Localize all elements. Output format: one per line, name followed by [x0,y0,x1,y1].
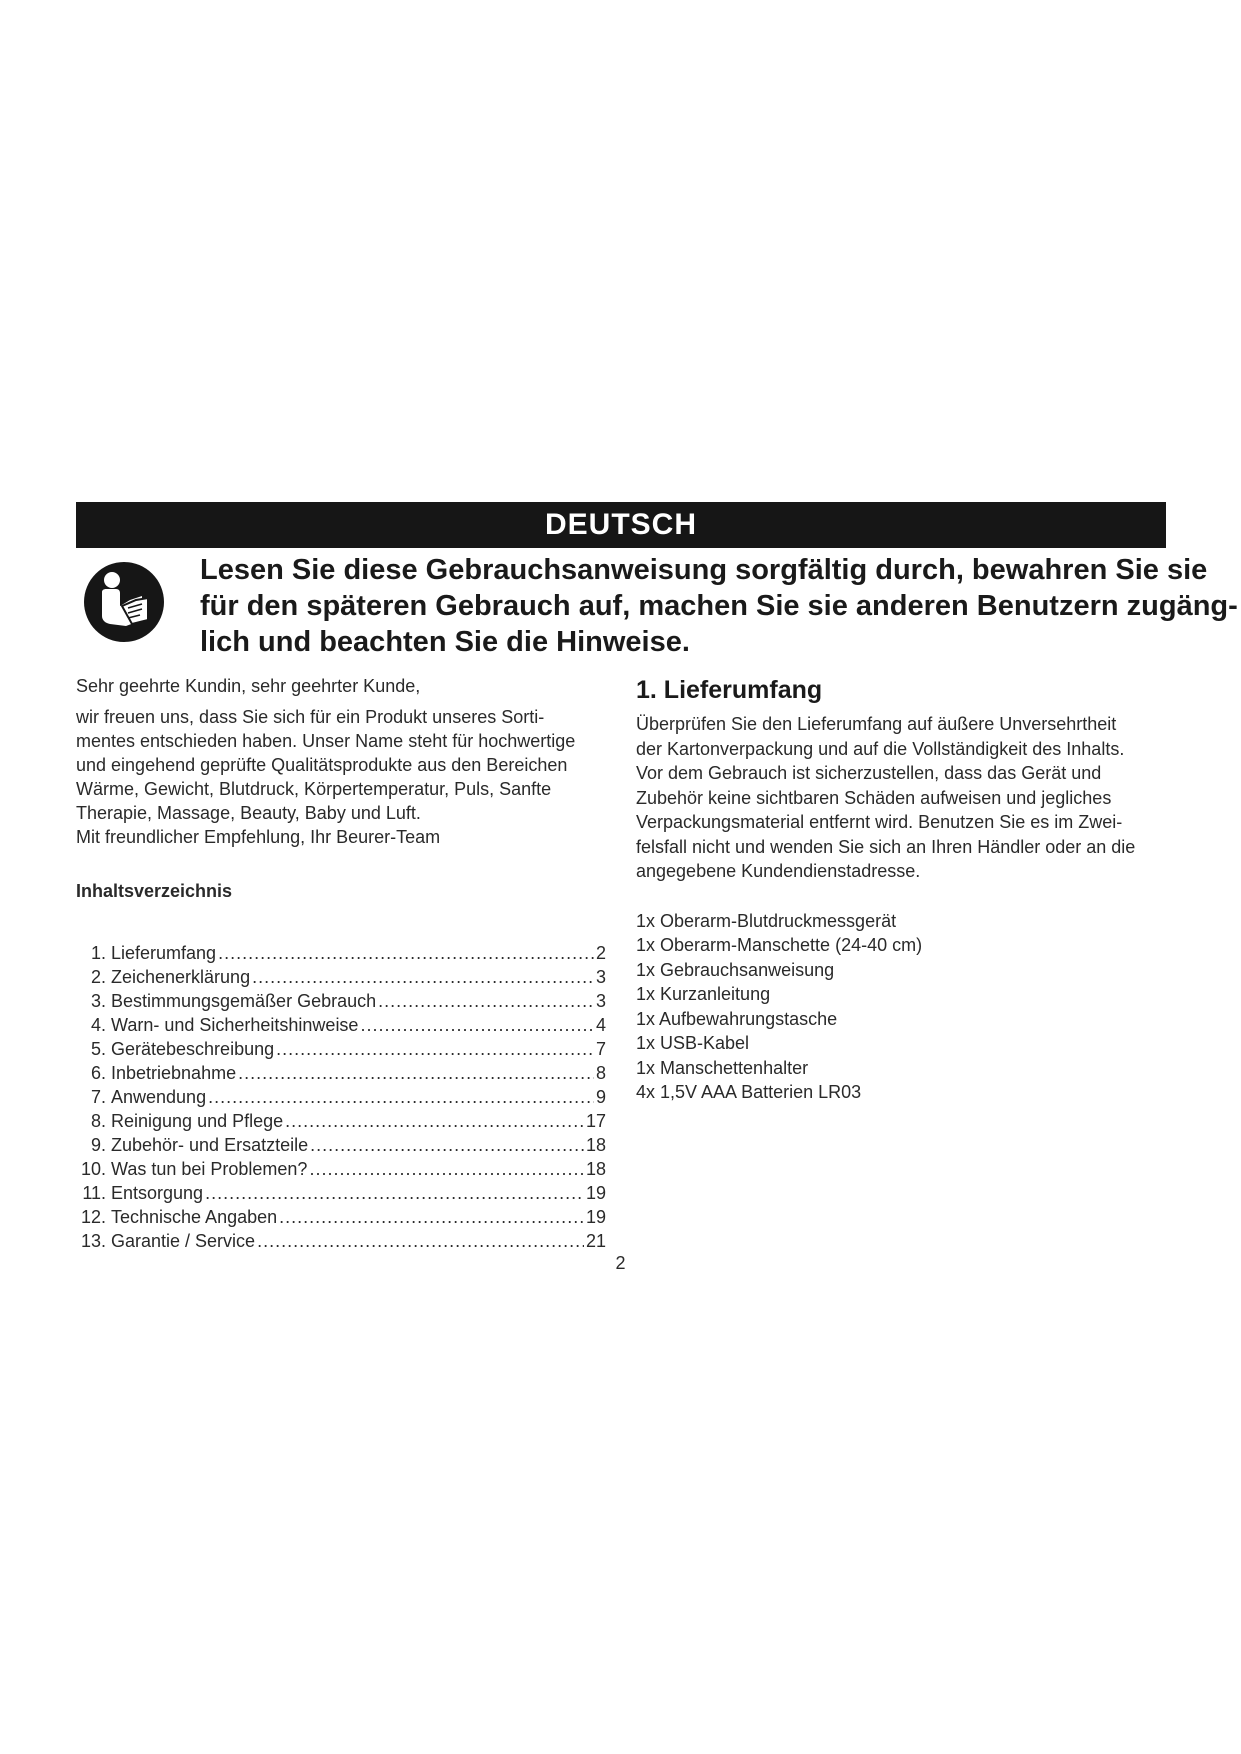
toc-leader [310,1133,584,1157]
toc-number: 7. [90,1087,106,1107]
toc-item[interactable] [76,1157,606,1181]
toc-leader [238,1061,594,1085]
toc-page: 18 [585,1159,606,1179]
toc-number: 10. [80,1159,106,1179]
toc-label: Gerätebeschreibung [111,1039,275,1059]
section-line: Überprüfen Sie den Lieferumfang auf äußere Unversehrtheit [636,714,1117,734]
toc-item[interactable] [76,965,606,989]
toc-label: Garantie / Service [111,1231,256,1251]
toc-item[interactable] [76,1181,606,1205]
toc-item[interactable] [76,1037,606,1061]
toc-number: 2. [90,967,106,987]
right-column [636,674,1176,1105]
page-number: 2 [615,1253,626,1273]
toc-label: Lieferumfang [111,943,217,963]
toc-number: 12. [80,1207,106,1227]
intro-line: mentes entschieden haben. Unser Name steht für hochwertige [76,731,576,751]
toc-page: 18 [585,1135,606,1155]
notice-line: lich und beachten Sie die Hinweise. [200,626,690,658]
intro-line: Mit freundlicher Empfehlung, Ihr Beurer-Team [76,827,441,847]
toc-page: 3 [595,967,606,987]
toc-item[interactable] [76,1229,606,1253]
section-line: Verpackungsmaterial entfernt wird. Benutzen Sie es im Zwei- [636,812,1123,832]
toc-leader [252,965,594,989]
banner-title: DEUTSCH [544,508,697,541]
intro-line: Therapie, Massage, Beauty, Baby und Luft. [76,803,421,823]
toc-number: 9. [90,1135,106,1155]
toc-page: 8 [595,1063,606,1083]
toc-leader [360,1013,594,1037]
toc-label: Anwendung [111,1087,207,1107]
notice-line: für den späteren Gebrauch auf, machen Sie sie anderen Benutzern zugäng- [200,590,1238,622]
list-item: 4x 1,5V AAA Batterien LR03 [636,1082,862,1102]
list-item: 1x Gebrauchsanweisung [636,959,835,980]
toc-number: 3. [90,991,106,1011]
section-line: felsfall nicht und wenden Sie sich an Ihren Händler oder an die [636,836,1136,857]
toc-number: 13. [80,1231,106,1251]
toc-page: 19 [585,1207,606,1227]
greeting: Sehr geehrte Kundin, sehr geehrter Kunde, [76,676,421,696]
contents-list [636,909,1176,1105]
section-line: der Kartonverpackung und auf die Vollständigkeit des Inhalts. [636,738,1125,759]
section-line: Zubehör keine sichtbaren Schäden aufweisen und jegliches [636,787,1112,808]
section-title: 1. Lieferumfang [636,676,823,704]
toc-item[interactable] [76,1109,606,1133]
toc-label: Bestimmungsgemäßer Gebrauch [111,991,377,1011]
list-item: 1x Oberarm-Manschette (24-40 cm) [636,935,923,955]
toc-label: Zeichenerklärung [111,967,251,987]
toc-number: 1. [90,943,106,963]
table-of-contents [76,941,606,1253]
toc-item[interactable] [76,1133,606,1157]
toc-label: Entsorgung [111,1183,204,1203]
toc-page: 19 [585,1183,606,1203]
list-item: 1x Aufbewahrungstasche [636,1008,838,1029]
toc-leader [285,1109,584,1133]
intro-line: wir freuen uns, dass Sie sich für ein Produkt unseres Sorti- [76,707,545,727]
toc-page: 17 [585,1111,606,1131]
toc-number: 11. [82,1183,106,1203]
toc-leader [276,1037,594,1061]
intro-line: Wärme, Gewicht, Blutdruck, Körpertemperatur, Puls, Sanfte [76,779,552,799]
toc-leader [205,1181,584,1205]
toc-page: 21 [585,1231,606,1251]
toc-leader [309,1157,584,1181]
toc-number: 4. [90,1015,106,1035]
toc-label: Inbetriebnahme [111,1063,237,1083]
toc-label: Zubehör- und Ersatzteile [111,1135,309,1155]
toc-leader [378,989,594,1013]
toc-item[interactable] [76,989,606,1013]
toc-page: 3 [595,991,606,1011]
toc-label: Warn- und Sicherheitshinweise [111,1015,359,1035]
section-line: Vor dem Gebrauch ist sicherzustellen, dass das Gerät und [636,763,1102,783]
toc-number: 8. [90,1111,106,1131]
toc-page: 9 [595,1087,606,1107]
toc-label: Reinigung und Pflege [111,1111,284,1131]
toc-leader [257,1229,584,1253]
intro-line: und eingehend geprüfte Qualitätsprodukte aus den Bereichen [76,755,568,775]
toc-item[interactable] [76,1085,606,1109]
list-item: 1x Oberarm-Blutdruckmessgerät [636,910,897,931]
language-banner [76,502,1166,548]
toc-label: Was tun bei Problemen? [111,1159,308,1179]
toc-page: 4 [595,1015,606,1035]
list-item: 1x Kurzanleitung [636,984,771,1004]
section-line: angegebene Kundendienstadresse. [636,861,921,881]
toc-leader [218,941,594,965]
toc-item[interactable] [76,1061,606,1085]
toc-leader [208,1085,594,1109]
toc-page: 7 [595,1039,606,1059]
toc-title: Inhaltsverzeichnis [76,881,233,901]
toc-number: 6. [90,1063,106,1083]
read-manual-icon [82,560,166,644]
toc-item[interactable] [76,1205,606,1229]
toc-page: 2 [595,943,606,963]
toc-item[interactable] [76,1013,606,1037]
left-column [76,674,606,1253]
toc-leader [279,1205,584,1229]
toc-item[interactable] [76,941,606,965]
toc-label: Technische Angaben [111,1207,278,1227]
list-item: 1x USB-Kabel [636,1033,750,1053]
notice-line: Lesen Sie diese Gebrauchsanweisung sorgfältig durch, bewahren Sie sie [200,554,1208,586]
toc-number: 5. [90,1039,106,1059]
list-item: 1x Manschettenhalter [636,1057,809,1078]
safety-notice [200,552,1238,660]
